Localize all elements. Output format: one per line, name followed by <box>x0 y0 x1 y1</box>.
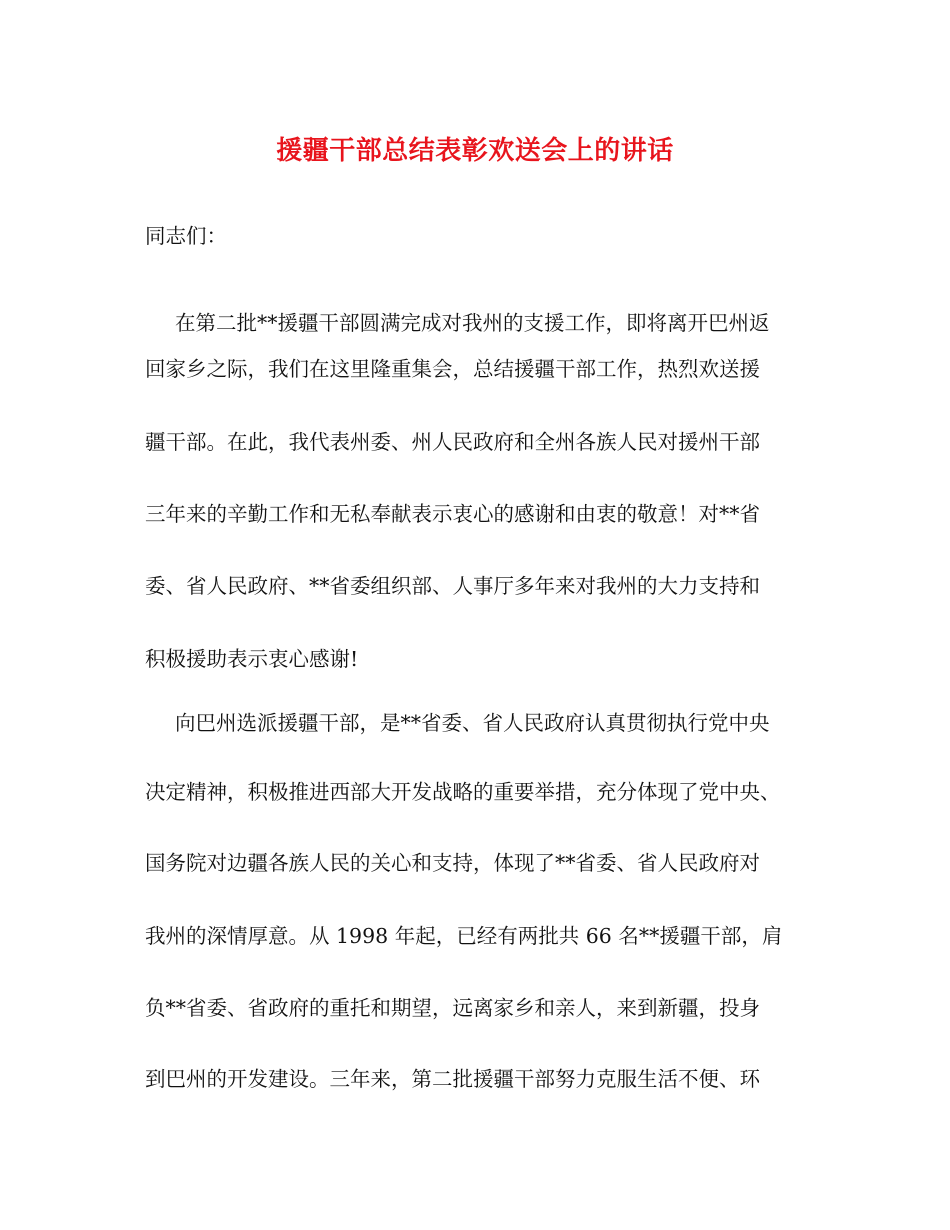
paragraph-2-line-6: 到巴州的开发建设。三年来，第二批援疆干部努力克服生活不便、环 <box>145 1067 760 1091</box>
paragraph-2-line-2: 决定精神，积极推进西部大开发战略的重要举措，充分体现了党中央、 <box>145 780 781 804</box>
paragraph-1-line-4: 三年来的辛勤工作和无私奉献表示衷心的感谢和由衷的敬意！对**省 <box>145 502 760 526</box>
paragraph-1-line-3: 疆干部。在此，我代表州委、州人民政府和全州各族人民对援州干部 <box>145 430 760 454</box>
paragraph-1-line-6: 积极援助表示衷心感谢! <box>145 647 359 671</box>
paragraph-1-line-5: 委、省人民政府、**省委组织部、人事厅多年来对我州的大力支持和 <box>145 574 760 598</box>
document-title: 援疆干部总结表彰欢送会上的讲话 <box>276 136 674 166</box>
salutation: 同志们： <box>145 224 227 248</box>
paragraph-1-line-1: 在第二批**援疆干部圆满完成对我州的支援工作，即将离开巴州返 <box>175 311 770 335</box>
paragraph-2-line-4: 我州的深情厚意。从 1998 年起，已经有两批共 66 名**援疆干部，肩 <box>145 924 783 948</box>
paragraph-2-line-1: 向巴州选派援疆干部，是**省委、省人民政府认真贯彻执行党中央 <box>175 711 770 735</box>
paragraph-2-line-5: 负**省委、省政府的重托和期望，远离家乡和亲人，来到新疆，投身 <box>145 996 760 1020</box>
paragraph-1-line-2: 回家乡之际，我们在这里隆重集会，总结援疆干部工作，热烈欢送援 <box>145 357 760 381</box>
paragraph-2-line-3: 国务院对边疆各族人民的关心和支持，体现了**省委、省人民政府对 <box>145 851 760 875</box>
